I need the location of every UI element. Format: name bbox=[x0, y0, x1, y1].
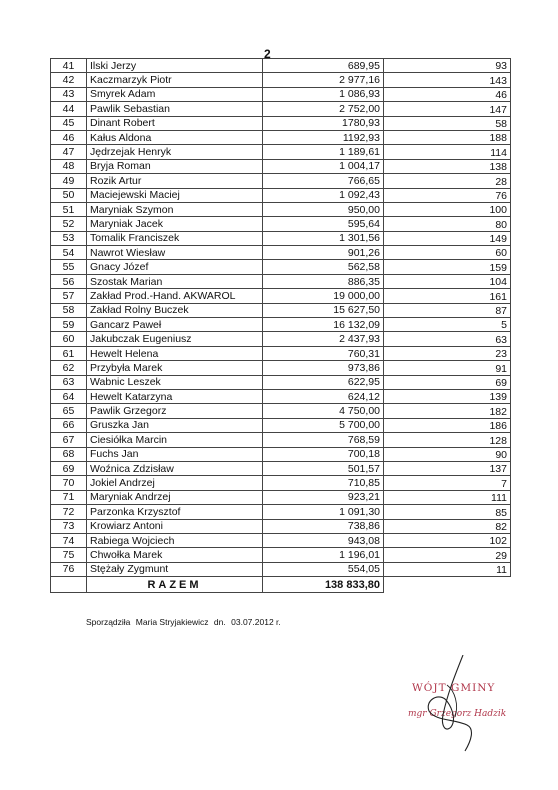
table-row bbox=[51, 389, 511, 403]
table-row bbox=[51, 461, 511, 475]
row-amount: 16 132,09 bbox=[263, 318, 384, 332]
table-row bbox=[51, 548, 511, 562]
row-count: 149 bbox=[384, 231, 511, 245]
prepared-by-line bbox=[86, 617, 284, 627]
row-name: Chwołka Marek bbox=[87, 548, 263, 562]
row-number: 66 bbox=[51, 418, 87, 432]
row-amount: 622,95 bbox=[263, 375, 384, 389]
row-number: 59 bbox=[51, 318, 87, 332]
row-number: 53 bbox=[51, 231, 87, 245]
row-name: Maciejewski Maciej bbox=[87, 188, 263, 202]
row-name: Zakład Prod.-Hand. AKWAROL bbox=[87, 289, 263, 303]
row-count: 147 bbox=[384, 102, 511, 116]
row-count: 139 bbox=[384, 389, 511, 403]
row-number: 48 bbox=[51, 159, 87, 173]
row-count: 93 bbox=[384, 59, 511, 73]
row-name: Maryniak Andrzej bbox=[87, 490, 263, 504]
row-number: 52 bbox=[51, 217, 87, 231]
row-name: Bryja Roman bbox=[87, 159, 263, 173]
row-count: 128 bbox=[384, 433, 511, 447]
row-number: 56 bbox=[51, 274, 87, 288]
ledger-body bbox=[51, 59, 511, 577]
row-number: 51 bbox=[51, 202, 87, 216]
row-name: Kałus Aldona bbox=[87, 130, 263, 144]
row-amount: 766,65 bbox=[263, 174, 384, 188]
row-count: 143 bbox=[384, 73, 511, 87]
row-amount: 2 437,93 bbox=[263, 332, 384, 346]
table-row bbox=[51, 217, 511, 231]
row-amount: 1 086,93 bbox=[263, 87, 384, 101]
row-number: 45 bbox=[51, 116, 87, 130]
row-name: Szostak Marian bbox=[87, 274, 263, 288]
table-row bbox=[51, 188, 511, 202]
row-name: Parzonka Krzysztof bbox=[87, 505, 263, 519]
row-name: Hewelt Katarzyna bbox=[87, 389, 263, 403]
row-name: Tomalik Franciszek bbox=[87, 231, 263, 245]
row-number: 44 bbox=[51, 102, 87, 116]
row-number: 58 bbox=[51, 303, 87, 317]
row-name: Maryniak Jacek bbox=[87, 217, 263, 231]
total-row bbox=[51, 577, 511, 593]
row-amount: 554,05 bbox=[263, 562, 384, 576]
row-count: 90 bbox=[384, 447, 511, 461]
row-number: 73 bbox=[51, 519, 87, 533]
ledger-table bbox=[50, 58, 511, 593]
row-amount: 886,35 bbox=[263, 274, 384, 288]
row-name: Ilski Jerzy bbox=[87, 59, 263, 73]
row-number: 55 bbox=[51, 260, 87, 274]
row-count: 5 bbox=[384, 318, 511, 332]
row-name: Przybyła Marek bbox=[87, 361, 263, 375]
row-count: 85 bbox=[384, 505, 511, 519]
row-count: 7 bbox=[384, 476, 511, 490]
row-count: 23 bbox=[384, 346, 511, 360]
table-row bbox=[51, 533, 511, 547]
row-amount: 1 091,30 bbox=[263, 505, 384, 519]
row-amount: 1 301,56 bbox=[263, 231, 384, 245]
table-row bbox=[51, 519, 511, 533]
row-count: 28 bbox=[384, 174, 511, 188]
row-count: 80 bbox=[384, 217, 511, 231]
row-name: Krowiarz Antoni bbox=[87, 519, 263, 533]
row-number: 42 bbox=[51, 73, 87, 87]
date-label: dn. bbox=[213, 617, 226, 627]
table-row bbox=[51, 447, 511, 461]
row-number: 43 bbox=[51, 87, 87, 101]
row-name: Jędrzejak Henryk bbox=[87, 145, 263, 159]
total-amount: 138 833,80 bbox=[263, 577, 384, 593]
row-number: 47 bbox=[51, 145, 87, 159]
table-row bbox=[51, 145, 511, 159]
row-number: 70 bbox=[51, 476, 87, 490]
row-amount: 710,85 bbox=[263, 476, 384, 490]
row-name: Kaczmarzyk Piotr bbox=[87, 73, 263, 87]
table-row bbox=[51, 375, 511, 389]
row-number: 76 bbox=[51, 562, 87, 576]
row-amount: 562,58 bbox=[263, 260, 384, 274]
row-amount: 15 627,50 bbox=[263, 303, 384, 317]
row-amount: 1192,93 bbox=[263, 130, 384, 144]
row-count: 186 bbox=[384, 418, 511, 432]
row-name: Stężały Zygmunt bbox=[87, 562, 263, 576]
row-number: 63 bbox=[51, 375, 87, 389]
table-row bbox=[51, 346, 511, 360]
row-name: Rabiega Wojciech bbox=[87, 533, 263, 547]
row-count: 29 bbox=[384, 548, 511, 562]
row-amount: 1 196,01 bbox=[263, 548, 384, 562]
row-number: 46 bbox=[51, 130, 87, 144]
row-amount: 738,86 bbox=[263, 519, 384, 533]
row-count: 188 bbox=[384, 130, 511, 144]
row-name: Gnacy Józef bbox=[87, 260, 263, 274]
row-amount: 2 752,00 bbox=[263, 102, 384, 116]
row-amount: 624,12 bbox=[263, 389, 384, 403]
row-number: 49 bbox=[51, 174, 87, 188]
row-amount: 700,18 bbox=[263, 447, 384, 461]
table-row bbox=[51, 260, 511, 274]
table-row bbox=[51, 303, 511, 317]
table-row bbox=[51, 73, 511, 87]
row-amount: 689,95 bbox=[263, 59, 384, 73]
row-number: 71 bbox=[51, 490, 87, 504]
row-number: 50 bbox=[51, 188, 87, 202]
row-name: Gancarz Paweł bbox=[87, 318, 263, 332]
row-count: 114 bbox=[384, 145, 511, 159]
row-count: 104 bbox=[384, 274, 511, 288]
row-amount: 4 750,00 bbox=[263, 404, 384, 418]
row-count: 161 bbox=[384, 289, 511, 303]
row-count: 58 bbox=[384, 116, 511, 130]
row-count: 76 bbox=[384, 188, 511, 202]
row-name: Maryniak Szymon bbox=[87, 202, 263, 216]
row-count: 46 bbox=[384, 87, 511, 101]
row-amount: 768,59 bbox=[263, 433, 384, 447]
table-row bbox=[51, 318, 511, 332]
row-amount: 1 189,61 bbox=[263, 145, 384, 159]
row-name: Rozik Artur bbox=[87, 174, 263, 188]
row-count: 87 bbox=[384, 303, 511, 317]
row-count: 82 bbox=[384, 519, 511, 533]
row-count: 91 bbox=[384, 361, 511, 375]
total-no-cell bbox=[51, 577, 87, 593]
row-number: 61 bbox=[51, 346, 87, 360]
table-row bbox=[51, 246, 511, 260]
row-name: Ciesiółka Marcin bbox=[87, 433, 263, 447]
row-amount: 901,26 bbox=[263, 246, 384, 260]
row-count: 138 bbox=[384, 159, 511, 173]
table-row bbox=[51, 332, 511, 346]
row-count: 11 bbox=[384, 562, 511, 576]
row-count: 69 bbox=[384, 375, 511, 389]
prepared-label: Sporządziła bbox=[86, 617, 131, 627]
row-amount: 1 004,17 bbox=[263, 159, 384, 173]
table-row bbox=[51, 562, 511, 576]
row-name: Gruszka Jan bbox=[87, 418, 263, 432]
row-amount: 943,08 bbox=[263, 533, 384, 547]
table-row bbox=[51, 130, 511, 144]
stamp-name: mgr Grzegorz Hadzik bbox=[408, 709, 507, 719]
row-name: Nawrot Wiesław bbox=[87, 246, 263, 260]
row-name: Jokiel Andrzej bbox=[87, 476, 263, 490]
page-number: 2 bbox=[264, 47, 271, 61]
table-row bbox=[51, 476, 511, 490]
row-number: 74 bbox=[51, 533, 87, 547]
row-number: 67 bbox=[51, 433, 87, 447]
row-amount: 760,31 bbox=[263, 346, 384, 360]
table-row bbox=[51, 289, 511, 303]
row-number: 69 bbox=[51, 461, 87, 475]
row-count: 182 bbox=[384, 404, 511, 418]
total-blank-cell bbox=[384, 577, 511, 593]
row-count: 102 bbox=[384, 533, 511, 547]
row-number: 72 bbox=[51, 505, 87, 519]
row-number: 64 bbox=[51, 389, 87, 403]
table-row bbox=[51, 231, 511, 245]
table-row bbox=[51, 361, 511, 375]
row-count: 137 bbox=[384, 461, 511, 475]
table-row bbox=[51, 116, 511, 130]
row-name: Fuchs Jan bbox=[87, 447, 263, 461]
row-amount: 950,00 bbox=[263, 202, 384, 216]
row-amount: 19 000,00 bbox=[263, 289, 384, 303]
row-name: Hewelt Helena bbox=[87, 346, 263, 360]
row-name: Pawlik Sebastian bbox=[87, 102, 263, 116]
table-row bbox=[51, 102, 511, 116]
table-row bbox=[51, 87, 511, 101]
row-amount: 501,57 bbox=[263, 461, 384, 475]
row-name: Jakubczak Eugeniusz bbox=[87, 332, 263, 346]
row-count: 111 bbox=[384, 490, 511, 504]
table-row bbox=[51, 418, 511, 432]
row-number: 68 bbox=[51, 447, 87, 461]
prepared-by-name: Maria Stryjakiewicz bbox=[135, 617, 209, 627]
row-number: 65 bbox=[51, 404, 87, 418]
total-label: RAZEM bbox=[87, 577, 263, 593]
table-row bbox=[51, 490, 511, 504]
signature-block bbox=[385, 655, 525, 745]
row-number: 62 bbox=[51, 361, 87, 375]
table-row bbox=[51, 274, 511, 288]
row-amount: 1 092,43 bbox=[263, 188, 384, 202]
row-number: 54 bbox=[51, 246, 87, 260]
row-count: 60 bbox=[384, 246, 511, 260]
table-row bbox=[51, 505, 511, 519]
row-amount: 923,21 bbox=[263, 490, 384, 504]
row-name: Woźnica Zdzisław bbox=[87, 461, 263, 475]
row-amount: 595,64 bbox=[263, 217, 384, 231]
table-row bbox=[51, 202, 511, 216]
row-name: Zakład Rolny Buczek bbox=[87, 303, 263, 317]
handwritten-signature bbox=[385, 655, 525, 755]
row-number: 75 bbox=[51, 548, 87, 562]
row-name: Smyrek Adam bbox=[87, 87, 263, 101]
row-number: 41 bbox=[51, 59, 87, 73]
table-row bbox=[51, 404, 511, 418]
row-amount: 2 977,16 bbox=[263, 73, 384, 87]
prepared-date: 03.07.2012 r. bbox=[231, 617, 281, 627]
row-count: 63 bbox=[384, 332, 511, 346]
row-amount: 1780,93 bbox=[263, 116, 384, 130]
table-row bbox=[51, 174, 511, 188]
row-name: Wabnic Leszek bbox=[87, 375, 263, 389]
table-row bbox=[51, 159, 511, 173]
row-name: Pawlik Grzegorz bbox=[87, 404, 263, 418]
row-number: 60 bbox=[51, 332, 87, 346]
row-name: Dinant Robert bbox=[87, 116, 263, 130]
row-count: 159 bbox=[384, 260, 511, 274]
row-amount: 5 700,00 bbox=[263, 418, 384, 432]
table-row bbox=[51, 433, 511, 447]
row-number: 57 bbox=[51, 289, 87, 303]
table-row bbox=[51, 59, 511, 73]
row-count: 100 bbox=[384, 202, 511, 216]
row-amount: 973,86 bbox=[263, 361, 384, 375]
stamp-title: WÓJT GMINY bbox=[412, 682, 496, 694]
